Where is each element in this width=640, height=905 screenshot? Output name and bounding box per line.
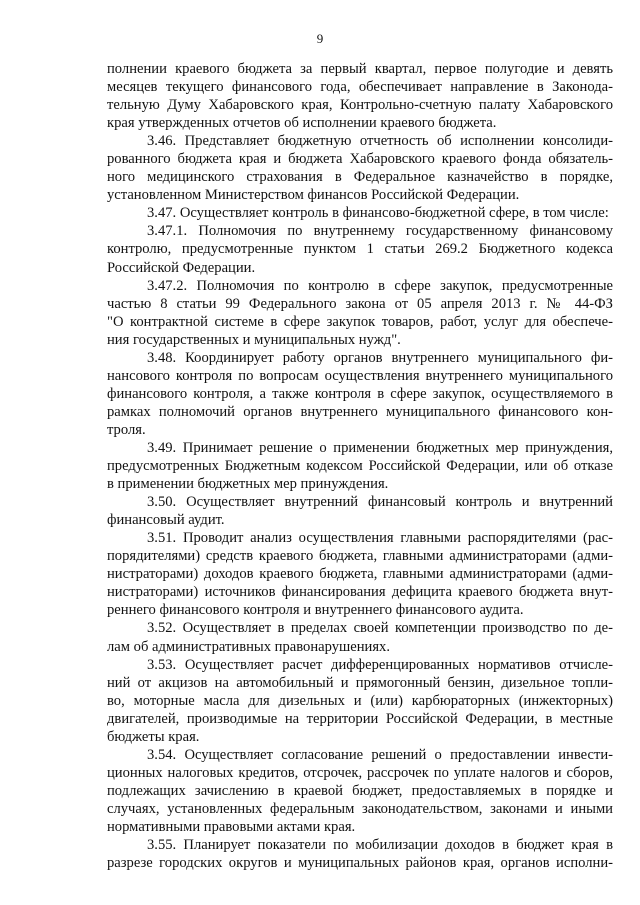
- text-line: Российской Федерации.: [107, 259, 256, 276]
- text-line: в применении бюджетных мер принуждения.: [107, 476, 389, 493]
- text-line: 3.55. Планирует показатели по мобилизации доходов в бюджет края в: [147, 837, 613, 854]
- text-line: тельную Думу Хабаровского края, Контрольно-счетную палату Хабаровского: [107, 97, 613, 114]
- text-line: нистраторами) доходов краевого бюджета, главными администраторами (адми-: [107, 566, 613, 583]
- text-line: рованного бюджета края и бюджета Хабаровского краевого фонда обязатель-: [107, 151, 613, 168]
- text-line: 3.50. Осуществляет внутренний финансовый контроль и внутренний: [147, 494, 613, 511]
- text-line: 3.54. Осуществляет согласование решений о предоставлении инвести-: [147, 746, 613, 763]
- text-line: ний от акцизов на автомобильный и прямогонный бензин, дизельное топли-: [107, 674, 613, 691]
- text-line: контролю, предусмотренные пунктом 1 статьи 269.2 Бюджетного кодекса: [107, 241, 613, 258]
- text-line: 3.47.2. Полномочия по контролю в сфере закупок, предусмотренные: [147, 277, 613, 294]
- page-number: 9: [316, 31, 324, 46]
- text-line: ного медицинского страхования в Федеральное казначейство в порядке,: [107, 169, 613, 186]
- text-line: 3.47. Осуществляет контроль в финансово-бюджетной сфере, в том числе:: [147, 205, 609, 222]
- text-line: месяцев текущего финансового года, обеспечивает направление в Законода-: [107, 79, 613, 96]
- text-line: ния государственных и муниципальных нужд".: [107, 331, 401, 348]
- text-line: троля.: [107, 421, 146, 438]
- text-line: финансового контроля, а также контроля в сфере закупок, осуществляемого в: [107, 385, 613, 402]
- text-line: 3.49. Принимает решение о применении бюджетных мер принуждения,: [147, 439, 613, 456]
- text-line: реннего финансового контроля и внутреннего финансового аудита.: [107, 602, 524, 619]
- text-line: случаях, установленных федеральным законодательством, законами и иными: [107, 800, 613, 817]
- text-line: нормативными правовыми актами края.: [107, 818, 356, 835]
- text-line: рамках полномочий органов внутреннего муниципального финансового кон-: [107, 403, 613, 420]
- text-line: подлежащих зачислению в краевой бюджет, предоставляемых в порядке и: [107, 782, 613, 799]
- text-line: полнении краевого бюджета за первый квартал, первое полугодие и девять: [107, 61, 613, 77]
- text-line: во, моторные масла для дизельных и (или) карбюраторных (инжекторных): [107, 692, 613, 709]
- text-line: лам об административных правонарушениях.: [107, 638, 391, 655]
- text-line: 3.48. Координирует работу органов внутреннего муниципального фи-: [147, 349, 613, 366]
- text-line: двигателей, производимые на территории Российской Федерации, в местные: [107, 710, 613, 727]
- text-line: порядителями) средств краевого бюджета, главными администраторами (адми-: [107, 548, 613, 565]
- text-line: 3.53. Осуществляет расчет дифференцированных нормативов отчисле-: [147, 656, 613, 673]
- text-line: финансовый аудит.: [107, 512, 225, 529]
- text-line: 3.46. Представляет бюджетную отчетность об исполнении консолиди-: [147, 133, 613, 150]
- text-line: края утвержденных отчетов об исполнении краевого бюджета.: [107, 115, 497, 132]
- text-line: 3.52. Осуществляет в пределах своей компетенции производство по де-: [147, 620, 613, 637]
- text-line: разрезе городских округов и муниципальных районов края, органов исполни-: [107, 855, 613, 872]
- text-line: ционных налоговых кредитов, отсрочек, рассрочек по уплате налогов и сборов,: [107, 764, 613, 781]
- text-line: "О контрактной системе в сфере закупок товаров, работ, услуг для обеспече-: [107, 313, 613, 330]
- document-body: [107, 60, 613, 872]
- text-line: бюджеты края.: [107, 728, 200, 745]
- text-line: установленном Министерством финансов Российской Федерации.: [107, 187, 520, 204]
- text-line: нансового контроля по вопросам осуществления внутреннего муниципального: [107, 367, 613, 384]
- text-line: 3.47.1. Полномочия по внутреннему государственному финансовому: [147, 223, 613, 240]
- text-line: частью 8 статьи 99 Федерального закона от 05 апреля 2013 г. № 44-ФЗ: [107, 295, 613, 312]
- text-line: предусмотренных Бюджетным кодексом Российской Федерации, или об отказе: [107, 458, 613, 475]
- text-line: 3.51. Проводит анализ осуществления главными распорядителями (рас-: [147, 530, 613, 547]
- text-line: нистраторами) источников финансирования дефицита краевого бюджета внут-: [107, 584, 613, 601]
